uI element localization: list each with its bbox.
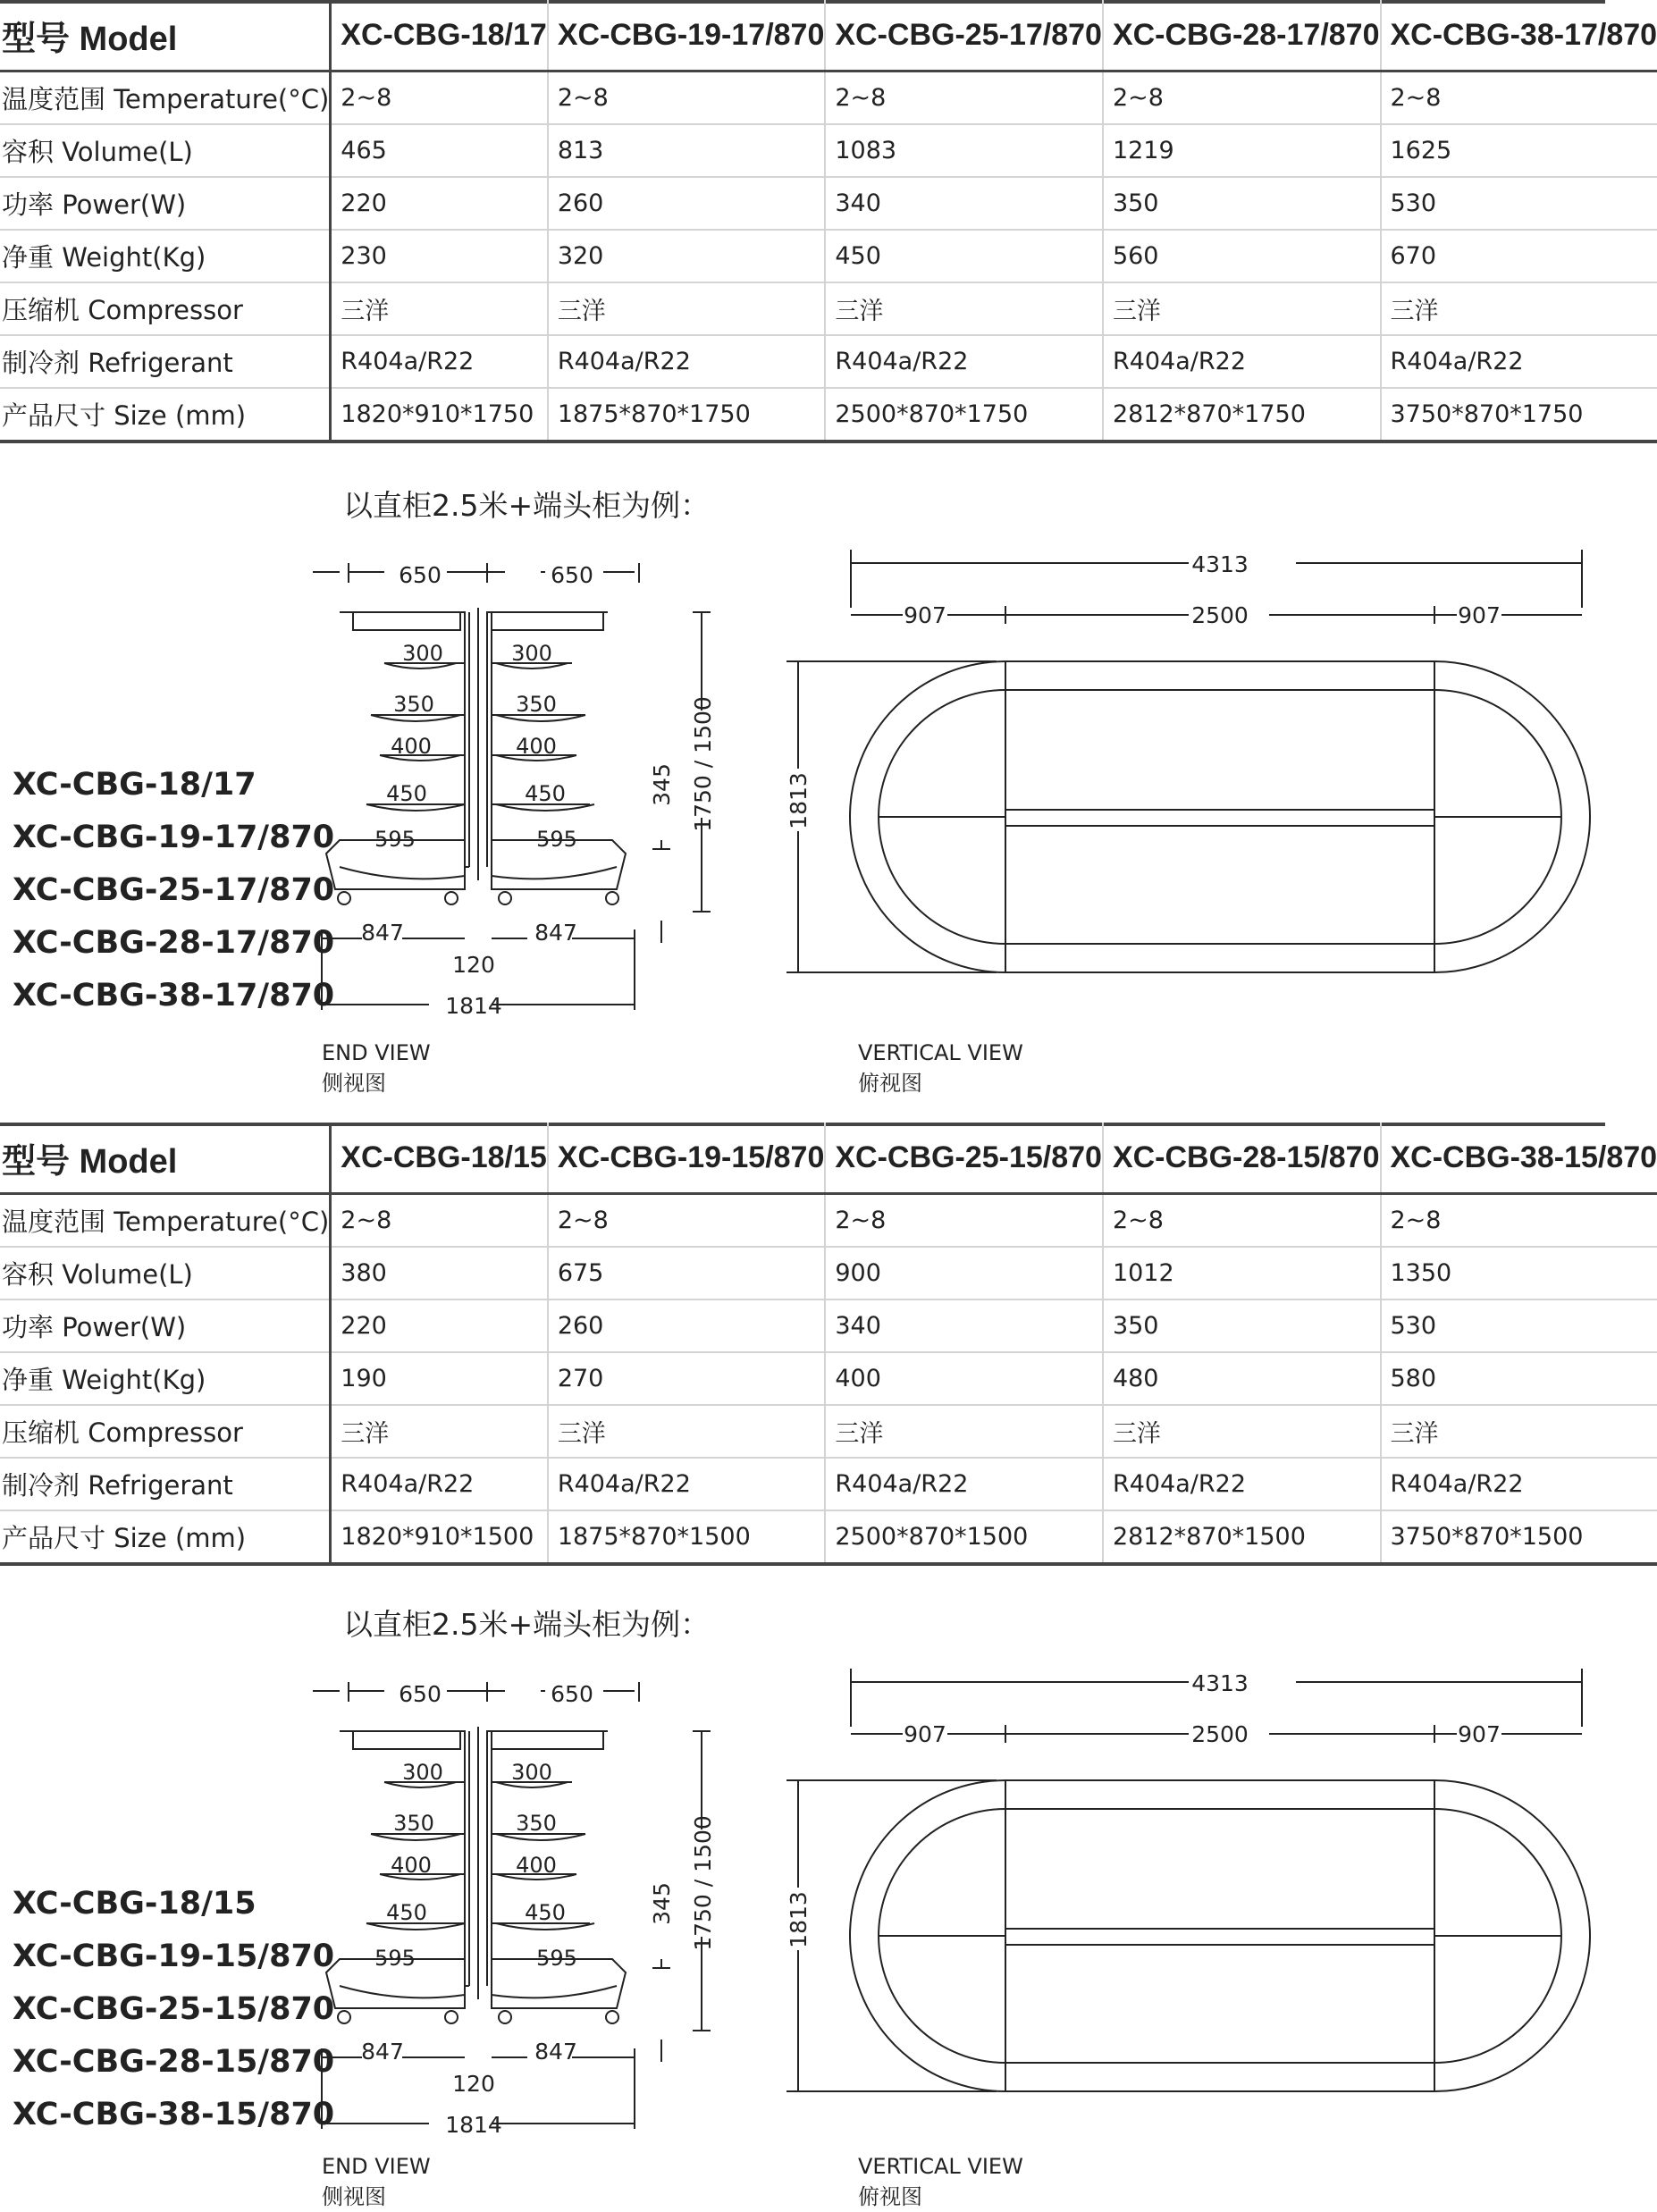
table-cell: R404a/R22 — [1103, 335, 1381, 388]
end-view-label-cn: 侧视图 — [322, 1068, 431, 1098]
dim-base-right: 847 — [534, 920, 577, 946]
dim-height: 1750 / 1500 — [690, 696, 716, 832]
dim-shelf-1-right: 300 — [511, 1760, 552, 1785]
table-cell: 2500*870*1500 — [825, 1510, 1103, 1564]
table-cell: R404a/R22 — [825, 335, 1103, 388]
table-cell: R404a/R22 — [825, 1458, 1103, 1510]
table-row — [0, 230, 1657, 282]
table-cell: 530 — [1381, 1299, 1657, 1352]
end-view-label-cn: 侧视图 — [322, 2182, 431, 2212]
model-name: XC-CBG-18/17 — [13, 759, 334, 812]
dim-shelf-1: 300 — [402, 641, 443, 666]
dim-top-right: 650 — [551, 562, 593, 588]
row-label: 功率 Power(W) — [0, 177, 331, 230]
vertical-view-label — [858, 2151, 1023, 2212]
model-name: XC-CBG-28-15/870 — [13, 2036, 334, 2089]
dim-height: 1750 / 1500 — [690, 1815, 716, 1951]
table-cell: 三洋 — [1381, 1405, 1657, 1458]
table-cell: 2~8 — [548, 71, 826, 125]
row-label: 温度范围 Temperature(°C) — [0, 71, 331, 125]
table-cell: 340 — [825, 177, 1103, 230]
table-row — [0, 71, 1657, 125]
table-header-row — [0, 1123, 1657, 1194]
model-name: XC-CBG-38-17/870 — [13, 970, 334, 1022]
table-cell: 220 — [331, 1299, 548, 1352]
end-view-label-en: END VIEW — [322, 1038, 431, 1068]
spec-section-2 — [0, 1123, 1605, 2211]
dim-shelf-4-right: 450 — [525, 781, 566, 806]
table-cell: 190 — [331, 1352, 548, 1405]
dim-shelf-3: 400 — [391, 1853, 432, 1878]
vertical-view-label — [858, 1038, 1023, 1098]
table-cell: 465 — [331, 124, 548, 177]
table-cell: 2~8 — [1381, 71, 1657, 125]
dim-middle: 2500 — [1191, 1721, 1249, 1747]
table-cell: R404a/R22 — [548, 1458, 826, 1510]
table-cell: 270 — [548, 1352, 826, 1405]
row-label: 功率 Power(W) — [0, 1299, 331, 1352]
table-cell: R404a/R22 — [548, 335, 826, 388]
dim-total-length: 4313 — [1191, 551, 1249, 577]
model-name: XC-CBG-18/15 — [13, 1878, 334, 1930]
model-name: XC-CBG-25-15/870 — [13, 1983, 334, 2036]
model-list — [13, 759, 334, 1022]
model-name: XC-CBG-38-15/870 — [13, 2089, 334, 2141]
header-cell: XC-CBG-18/17 — [331, 0, 548, 71]
table-cell: 560 — [1103, 230, 1381, 282]
table-cell: 三洋 — [1103, 1405, 1381, 1458]
dim-base-left: 847 — [361, 2039, 404, 2065]
row-label: 净重 Weight(Kg) — [0, 1352, 331, 1405]
row-label: 产品尺寸 Size (mm) — [0, 1510, 331, 1564]
dim-top-left: 650 — [399, 1681, 442, 1707]
model-name: XC-CBG-28-17/870 — [13, 917, 334, 970]
dim-shelf-2-right: 350 — [516, 1811, 557, 1836]
dim-middle: 2500 — [1191, 602, 1249, 628]
table-cell: 1219 — [1103, 124, 1381, 177]
table-cell: 450 — [825, 230, 1103, 282]
header-cell: XC-CBG-38-17/870 — [1381, 0, 1657, 71]
table-cell: 670 — [1381, 230, 1657, 282]
table-row — [0, 177, 1657, 230]
dim-shelf-2: 350 — [393, 1811, 434, 1836]
table-cell: R404a/R22 — [331, 335, 548, 388]
table-cell: 2812*870*1750 — [1103, 388, 1381, 442]
table-cell: 2~8 — [331, 1194, 548, 1248]
table-cell: 2~8 — [548, 1194, 826, 1248]
table-cell: 220 — [331, 177, 548, 230]
table-cell: 三洋 — [548, 282, 826, 335]
header-cell: XC-CBG-25-15/870 — [825, 1123, 1103, 1194]
table-cell: 1350 — [1381, 1247, 1657, 1299]
dim-top-left: 650 — [399, 562, 442, 588]
table-cell: 三洋 — [331, 282, 548, 335]
table-row — [0, 388, 1657, 442]
dim-base-height: 345 — [649, 763, 675, 806]
end-view-drawing — [304, 1664, 715, 2147]
vertical-view-drawing — [778, 1655, 1600, 2111]
table-cell: 350 — [1103, 177, 1381, 230]
header-cell: XC-CBG-19-15/870 — [548, 1123, 826, 1194]
end-view-label — [322, 2151, 431, 2212]
table-cell: R404a/R22 — [1381, 335, 1657, 388]
dim-base-left: 847 — [361, 920, 404, 946]
table-cell: 480 — [1103, 1352, 1381, 1405]
dim-shelf-2-right: 350 — [516, 692, 557, 717]
diagram-caption: 以直柜2.5米+端头柜为例： — [343, 483, 710, 525]
row-label: 容积 Volume(L) — [0, 1247, 331, 1299]
table-cell: 1012 — [1103, 1247, 1381, 1299]
table-cell: 1820*910*1500 — [331, 1510, 548, 1564]
header-cell: XC-CBG-19-17/870 — [548, 0, 826, 71]
table-cell: 350 — [1103, 1299, 1381, 1352]
table-cell: 2~8 — [1103, 1194, 1381, 1248]
table-cell: 1083 — [825, 124, 1103, 177]
table-cell: 675 — [548, 1247, 826, 1299]
dim-total-length: 4313 — [1191, 1670, 1249, 1696]
table-cell: 813 — [548, 124, 826, 177]
spec-table — [0, 1123, 1657, 1566]
model-name: XC-CBG-19-15/870 — [13, 1930, 334, 1983]
dim-depth: 1813 — [786, 1891, 812, 1948]
header-cell: 型号 Model — [0, 1123, 331, 1194]
header-cell: XC-CBG-28-17/870 — [1103, 0, 1381, 71]
dim-shelf-4-right: 450 — [525, 1900, 566, 1925]
end-view-drawing — [304, 545, 715, 1028]
table-cell: 900 — [825, 1247, 1103, 1299]
dim-left-end: 907 — [904, 1721, 946, 1747]
dim-shelf-5-right: 595 — [536, 1946, 577, 1971]
table-row — [0, 1299, 1657, 1352]
dim-base-right: 847 — [534, 2039, 577, 2065]
vertical-view-label-en: VERTICAL VIEW — [858, 1038, 1023, 1068]
header-cell: 型号 Model — [0, 0, 331, 71]
dim-shelf-4: 450 — [386, 781, 427, 806]
table-cell: 三洋 — [548, 1405, 826, 1458]
table-cell: 1875*870*1500 — [548, 1510, 826, 1564]
table-cell: 1820*910*1750 — [331, 388, 548, 442]
table-cell: R404a/R22 — [331, 1458, 548, 1510]
row-label: 制冷剂 Refrigerant — [0, 1458, 331, 1510]
dim-shelf-5: 595 — [374, 827, 416, 852]
dim-shelf-3: 400 — [391, 734, 432, 759]
table-cell: 三洋 — [1381, 282, 1657, 335]
table-cell: 2812*870*1500 — [1103, 1510, 1381, 1564]
dim-depth: 1813 — [786, 772, 812, 829]
dim-shelf-3-right: 400 — [516, 1853, 557, 1878]
end-view-label — [322, 1038, 431, 1098]
vertical-view-label-en: VERTICAL VIEW — [858, 2151, 1023, 2182]
dim-gap: 120 — [452, 952, 495, 978]
dim-right-end: 907 — [1458, 602, 1501, 628]
table-cell: 230 — [331, 230, 548, 282]
dim-shelf-1-right: 300 — [511, 641, 552, 666]
header-cell: XC-CBG-18/15 — [331, 1123, 548, 1194]
row-label: 压缩机 Compressor — [0, 282, 331, 335]
table-row — [0, 1194, 1657, 1248]
vertical-view-label-cn: 俯视图 — [858, 1068, 1023, 1098]
table-cell: 260 — [548, 177, 826, 230]
table-cell: 400 — [825, 1352, 1103, 1405]
table-cell: 580 — [1381, 1352, 1657, 1405]
table-cell: R404a/R22 — [1381, 1458, 1657, 1510]
table-cell: R404a/R22 — [1103, 1458, 1381, 1510]
table-row — [0, 335, 1657, 388]
dim-shelf-4: 450 — [386, 1900, 427, 1925]
end-view-label-en: END VIEW — [322, 2151, 431, 2182]
table-row — [0, 124, 1657, 177]
spec-section-1 — [0, 0, 1605, 1123]
table-row — [0, 1247, 1657, 1299]
table-row — [0, 282, 1657, 335]
table-cell: 三洋 — [331, 1405, 548, 1458]
table-cell: 380 — [331, 1247, 548, 1299]
dim-shelf-2: 350 — [393, 692, 434, 717]
dim-gap: 120 — [452, 2071, 495, 2097]
table-cell: 320 — [548, 230, 826, 282]
vertical-view-drawing — [778, 536, 1600, 992]
table-cell: 2~8 — [331, 71, 548, 125]
dim-shelf-3-right: 400 — [516, 734, 557, 759]
row-label: 净重 Weight(Kg) — [0, 230, 331, 282]
table-row — [0, 1510, 1657, 1564]
table-cell: 1625 — [1381, 124, 1657, 177]
row-label: 容积 Volume(L) — [0, 124, 331, 177]
header-cell: XC-CBG-38-15/870 — [1381, 1123, 1657, 1194]
model-list — [13, 1878, 334, 2141]
model-name: XC-CBG-19-17/870 — [13, 812, 334, 864]
row-label: 温度范围 Temperature(°C) — [0, 1194, 331, 1248]
table-row — [0, 1352, 1657, 1405]
table-header-row — [0, 0, 1657, 71]
dim-shelf-5: 595 — [374, 1946, 416, 1971]
dim-shelf-1: 300 — [402, 1760, 443, 1785]
table-cell: 2~8 — [1381, 1194, 1657, 1248]
dim-right-end: 907 — [1458, 1721, 1501, 1747]
table-cell: 1875*870*1750 — [548, 388, 826, 442]
table-cell: 340 — [825, 1299, 1103, 1352]
spec-table — [0, 0, 1657, 443]
dim-total-width: 1814 — [445, 993, 502, 1019]
dim-total-width: 1814 — [445, 2112, 502, 2138]
dim-shelf-5-right: 595 — [536, 827, 577, 852]
dim-base-height: 345 — [649, 1882, 675, 1925]
row-label: 压缩机 Compressor — [0, 1405, 331, 1458]
table-cell: 2~8 — [825, 1194, 1103, 1248]
table-cell: 530 — [1381, 177, 1657, 230]
dim-left-end: 907 — [904, 602, 946, 628]
table-cell: 260 — [548, 1299, 826, 1352]
header-cell: XC-CBG-28-15/870 — [1103, 1123, 1381, 1194]
model-name: XC-CBG-25-17/870 — [13, 864, 334, 917]
table-row — [0, 1458, 1657, 1510]
table-cell: 3750*870*1500 — [1381, 1510, 1657, 1564]
table-cell: 三洋 — [825, 282, 1103, 335]
table-cell: 2500*870*1750 — [825, 388, 1103, 442]
table-row — [0, 1405, 1657, 1458]
header-cell: XC-CBG-25-17/870 — [825, 0, 1103, 71]
table-cell: 2~8 — [825, 71, 1103, 125]
diagram-caption: 以直柜2.5米+端头柜为例： — [343, 1602, 710, 1644]
table-cell: 三洋 — [825, 1405, 1103, 1458]
row-label: 产品尺寸 Size (mm) — [0, 388, 331, 442]
table-cell: 3750*870*1750 — [1381, 388, 1657, 442]
dim-top-right: 650 — [551, 1681, 593, 1707]
table-cell: 三洋 — [1103, 282, 1381, 335]
table-cell: 2~8 — [1103, 71, 1381, 125]
row-label: 制冷剂 Refrigerant — [0, 335, 331, 388]
vertical-view-label-cn: 俯视图 — [858, 2182, 1023, 2212]
